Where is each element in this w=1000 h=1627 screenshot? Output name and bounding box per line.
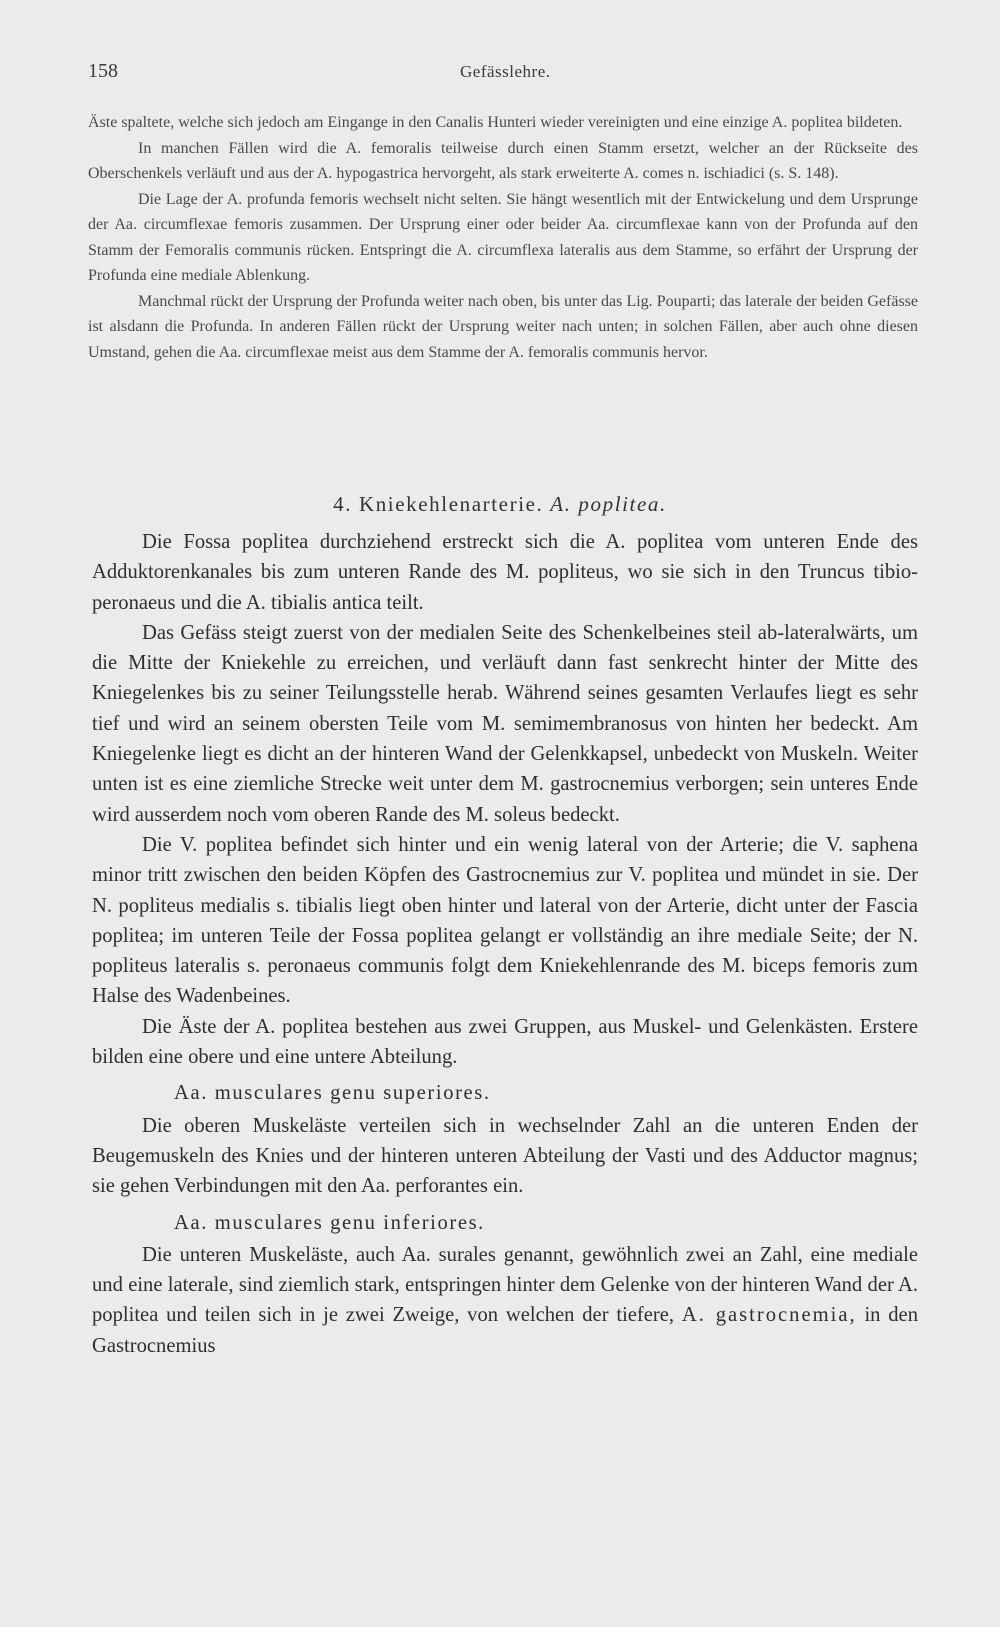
spaced-term: A. gastrocnemia, xyxy=(681,1304,857,1327)
main-paragraph: Die Äste der A. poplitea bestehen aus zwei Gruppen, aus Muskel- und Gelenkästen. Erstere bilden eine obere und eine untere Abteilung. xyxy=(92,1015,918,1069)
section-number: 4. xyxy=(333,492,353,516)
small-paragraph: Die Lage der A. profunda femoris wechselt nicht selten. Sie hängt wesentlich mit der Entwickelung und dem Ursprunge der Aa. circumflexae femoris zusammen. Der Ursprung einer oder beider Aa. circumflexae kann von der Profunda auf den Stamm der Femoralis communis rücken. Entspringt die A. circumflexa lateralis aus dem Stamme, so erfährt der Ursprung der Profunda eine mediale Ablenkung. xyxy=(88,190,918,284)
subsection-text-end: in den Gastrocnemius xyxy=(92,1304,918,1357)
subsection-heading: Aa. musculares genu inferiores. xyxy=(174,1211,485,1234)
subsection-text: Die unteren Muskeläste, auch Aa. surales genannt, gewöhnlich zwei an Zahl, eine mediale und eine laterale, sind ziemlich stark, entspringen hinter dem Gelenke von der hinteren Wand der A. poplitea und teilen sich in je zwei Zweige, von welchen der tiefere, xyxy=(92,1243,918,1327)
section-title: Kniekehlenarterie. xyxy=(358,492,544,516)
main-paragraph: Das Gefäss steigt zuerst von der medialen Seite des Schenkelbeines steil ab-lateralwärts, um die Mitte der Kniekehle zu erreichen, und verläuft dann fast senkrecht hinter der Mitte des Kniegelenkes bis zu seiner Teilungsstelle herab. Während seines gesamten Verlaufes liegt es sehr tief und wird an seinem obersten Teile vom M. semimembranosus von hinten her bedeckt. Am Kniegelenke liegt es dicht an der hinteren Wand der Gelenkkapsel, unbedeckt von Muskeln. Weiter unten ist es eine ziemliche Strecke weit unter dem M. gastrocnemius verborgen; sein unteres Ende wird ausserdem noch vom oberen Rande des M. soleus bedeckt. xyxy=(92,621,918,826)
running-title: Gefässlehre. xyxy=(460,62,551,81)
section-latin-name: A. poplitea. xyxy=(550,492,667,516)
main-paragraph: Die Fossa poplitea durchziehend erstreckt sich die A. poplitea vom unteren Ende des Adduktorenkanales bis zum unteren Rande des M. popliteus, wo sie sich in den Truncus tibio-peronaeus und die A. tibialis antica teilt. xyxy=(92,531,918,614)
running-head xyxy=(88,60,918,90)
section-heading xyxy=(0,492,1000,517)
page-number: 158 xyxy=(88,60,118,82)
main-text-block xyxy=(92,527,918,1361)
subsection-paragraph: Die oberen Muskeläste verteilen sich in wechselnder Zahl an die unteren Enden der Beugemuskeln des Knies und der hinteren unteren Abteilung der Vasti und des Adductor magnus; sie gehen Verbindungen mit den Aa. perforantes ein. xyxy=(92,1114,918,1198)
small-paragraph: Manchmal rückt der Ursprung der Profunda weiter nach oben, bis unter das Lig. Pouparti; das laterale der beiden Gefässe ist alsdann die Profunda. In anderen Fällen rückt der Ursprung weiter nach unten; in solchen Fällen, aber auch ohne diesen Umstand, gehen die Aa. circumflexae meist aus dem Stamme der A. femoralis communis hervor. xyxy=(88,292,918,361)
subsection-paragraph xyxy=(92,1240,918,1361)
small-paragraph: In manchen Fällen wird die A. femoralis teilweise durch einen Stamm ersetzt, welcher an der Rückseite des Oberschenkels verläuft und aus der A. hypogastrica hervorgeht, als stark erweiterte A. comes n. ischiadici (s. S. 148). xyxy=(88,139,918,182)
small-print-block xyxy=(88,110,918,365)
small-paragraph: Äste spaltete, welche sich jedoch am Eingange in den Canalis Hunteri wieder vereinigten und eine einzige A. poplitea bildeten. xyxy=(88,114,903,131)
main-paragraph: Die V. poplitea befindet sich hinter und ein wenig lateral von der Arterie; die V. saphena minor tritt zwischen den beiden Köpfen des Gastrocnemius zur V. poplitea und mündet in sie. Der N. popliteus medialis s. tibialis liegt oben hinter und lateral von der Arterie, dicht unter der Fascia poplitea; im unteren Teile der Fossa poplitea gelangt er vollständig an ihre mediale Seite; der N. popliteus lateralis s. peronaeus communis folgt dem Kniekehlenrande des M. biceps femoris zum Halse des Wadenbeines. xyxy=(92,833,918,1008)
subsection-heading: Aa. musculares genu superiores. xyxy=(174,1082,491,1105)
